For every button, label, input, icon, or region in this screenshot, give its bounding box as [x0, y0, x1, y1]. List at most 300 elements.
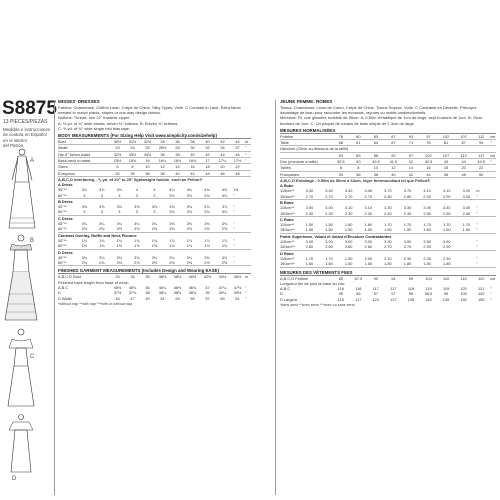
- value-cell: 46¼: [158, 284, 167, 290]
- french-yardage-table: [280, 183, 496, 267]
- view-group-name: B Dress: [58, 198, 73, 204]
- value-cell: 2½: [163, 260, 181, 266]
- value-cell: 99: [443, 291, 449, 297]
- unit-cell: ": [490, 286, 492, 292]
- value-cell: 2½: [93, 226, 111, 232]
- value-cell: 16¼: [155, 157, 170, 163]
- row-label: D Width: [58, 295, 72, 301]
- value-cell: 3.30: [384, 239, 392, 245]
- value-cell: 3⅝: [81, 204, 87, 210]
- value-cell: 1¾: [198, 243, 216, 249]
- french-finished-heading: MESURES DES VÊTEMENTS FINIS: [280, 270, 496, 276]
- value-cell: 3¼: [116, 221, 123, 227]
- view-label-c: C: [30, 354, 35, 360]
- value-cell: 40: [185, 151, 200, 157]
- value-cell: 2.30: [423, 255, 431, 261]
- value-cell: 16¾: [185, 157, 200, 163]
- value-cell: 3.30: [384, 205, 392, 211]
- value-cell: 94: [472, 140, 490, 146]
- value-cell: 46: [145, 284, 150, 290]
- value-cell: 46½: [233, 274, 242, 280]
- english-title: MISSES' DRESSES: [58, 99, 100, 104]
- value-cell: 3.00: [457, 194, 477, 200]
- value-cell: 97: [420, 134, 438, 140]
- pattern-code: S8875: [2, 98, 57, 119]
- value-cell: 1⅞: [186, 237, 193, 243]
- value-cell: 120: [460, 286, 467, 292]
- value-cell: 6: [332, 165, 350, 171]
- value-cell: 117: [372, 286, 379, 292]
- value-cell: 99: [408, 275, 414, 281]
- value-cell: 2.70: [359, 194, 379, 200]
- value-cell: 3¼: [134, 221, 140, 227]
- value-cell: 2½: [128, 226, 146, 232]
- row-label: A,B,C: [58, 284, 69, 290]
- value-cell: 2.70: [378, 244, 398, 250]
- row-label: Tailles: [280, 165, 332, 171]
- value-cell: 3⅞: [116, 187, 123, 193]
- value-cell: 1⅝: [93, 243, 111, 249]
- value-cell: 119: [425, 286, 432, 292]
- view-group-name: Contrast Overlay, Ruffle and Neck Flounce: [58, 232, 137, 238]
- unit-cell: ": [245, 151, 251, 157]
- row-label: 45"**: [58, 237, 67, 243]
- row-label: 45"**: [58, 187, 67, 193]
- table-row: [58, 243, 251, 249]
- value-cell: 3.50: [403, 239, 412, 245]
- value-cell: 42: [185, 170, 200, 176]
- english-notions-c: C: ⅜ yd. of ⅝" wide single fold bias tape.: [58, 125, 131, 131]
- value-cell: 41.5: [385, 159, 403, 165]
- value-cell: 2.30: [339, 211, 359, 217]
- value-cell: 4⅜: [204, 187, 210, 193]
- value-cell: 3⅛: [198, 193, 216, 199]
- value-cell: 4.10: [443, 188, 451, 194]
- value-cell: 34: [215, 145, 230, 151]
- value-cell: 1.70: [384, 222, 392, 228]
- value-cell: 1.70: [462, 222, 471, 228]
- value-cell: 1⅞: [169, 237, 175, 243]
- value-cell: 32: [200, 145, 215, 151]
- value-cell: 44: [215, 151, 230, 157]
- value-cell: 37½: [113, 290, 122, 296]
- value-cell: 1¾: [151, 237, 158, 243]
- value-cell: 3.40: [462, 205, 471, 211]
- table-row: [280, 227, 496, 233]
- value-cell: 2.90: [437, 244, 457, 250]
- row-label: 115cm**: [280, 222, 295, 228]
- value-cell: 1¾: [216, 243, 234, 249]
- value-cell: 3.40: [325, 188, 333, 194]
- french-body-table: [280, 134, 496, 178]
- value-cell: 20: [455, 165, 473, 171]
- value-cell: 81: [437, 140, 455, 146]
- value-cell: 1⅞: [204, 237, 210, 243]
- value-cell: 155: [477, 296, 485, 302]
- english-column: [58, 99, 251, 306]
- french-column: [280, 99, 496, 307]
- view-d-sketch: [6, 414, 36, 474]
- value-cell: 94: [391, 275, 396, 281]
- row-label: A,B,C,D Bust: [58, 274, 81, 280]
- value-cell: 3⅜: [204, 221, 210, 227]
- value-cell: 2.90: [417, 244, 437, 250]
- value-cell: 47¼: [218, 284, 227, 290]
- value-cell: 12: [385, 165, 403, 171]
- value-cell: 36: [140, 170, 155, 176]
- value-cell: 1.70: [423, 222, 431, 228]
- value-cell: 3¼: [151, 221, 158, 227]
- value-cell: 40½: [188, 274, 197, 280]
- value-cell: 3.10: [364, 205, 373, 211]
- value-cell: 3⅜: [221, 221, 228, 227]
- value-cell: 1.60: [300, 261, 320, 267]
- value-cell: 3⅞: [99, 187, 105, 193]
- value-cell: 3.00: [325, 239, 333, 245]
- value-cell: 3.00: [325, 205, 333, 211]
- value-cell: 3.30: [403, 205, 412, 211]
- row-label: A,B,C: [280, 286, 291, 292]
- row-label: Taille: [280, 140, 332, 146]
- row-label: Hip-9" below waist: [58, 151, 110, 157]
- value-cell: 2.70: [300, 194, 320, 200]
- value-cell: 3: [111, 193, 129, 199]
- row-label: 150cm**: [280, 261, 300, 267]
- value-cell: 116: [337, 286, 344, 292]
- value-cell: 2.70: [319, 194, 339, 200]
- value-cell: 1.70: [403, 222, 412, 228]
- value-cell: 107: [437, 152, 455, 158]
- value-cell: 2.30: [443, 255, 451, 261]
- value-cell: 3⅜: [204, 254, 210, 260]
- unit-cell: ": [233, 226, 251, 232]
- value-cell: 3⅜: [221, 254, 228, 260]
- value-cell: 2.60: [359, 244, 379, 250]
- value-cell: 55: [190, 295, 195, 301]
- unit-cell: ": [490, 291, 492, 297]
- value-cell: 32: [110, 170, 125, 176]
- value-cell: 150: [460, 296, 467, 302]
- value-cell: 2⅜: [76, 260, 94, 266]
- row-label: Poitrine: [280, 134, 332, 140]
- value-cell: 87: [385, 134, 403, 140]
- value-cell: 112: [455, 152, 473, 158]
- value-cell: 97: [391, 291, 396, 297]
- value-cell: 3: [76, 193, 94, 199]
- value-cell: 98.5: [424, 291, 433, 297]
- value-cell: 1¾: [81, 237, 87, 243]
- unit-cell: ": [476, 239, 478, 245]
- unit-cell: cm: [490, 152, 496, 158]
- value-cell: 3: [93, 209, 111, 215]
- unit-cell: ": [233, 260, 251, 266]
- value-cell: 3.00: [305, 239, 314, 245]
- value-cell: 46: [437, 171, 455, 177]
- value-cell: 3.40: [423, 205, 431, 211]
- value-cell: 33½: [125, 151, 140, 157]
- english-fabrics: Fabrics: Charmeuse, Chiffon Lawn, Crêpe de Chine, Silky Types, Voile. C Contrast in Lace. Extra fabric needed to match plaids, stripes or one-way design fabrics.: [58, 105, 241, 116]
- row-label: 150cm**: [280, 194, 300, 200]
- value-cell: 39.5: [332, 159, 350, 165]
- value-cell: 44½: [218, 274, 227, 280]
- value-cell: 4⅜: [221, 187, 228, 193]
- value-cell: 3.50: [423, 239, 431, 245]
- pattern-sheet: [0, 96, 500, 500]
- value-cell: 1.60: [364, 222, 373, 228]
- table-row: [280, 194, 496, 200]
- value-cell: 3⅛: [116, 254, 123, 260]
- value-cell: 2⅝: [181, 226, 199, 232]
- value-cell: 2.40: [398, 211, 418, 217]
- value-cell: 33: [115, 274, 120, 280]
- value-cell: 2½: [198, 260, 216, 266]
- value-cell: 14: [170, 164, 185, 170]
- pieces-count: 13 PIECES/PIEZAS: [3, 119, 48, 125]
- value-cell: 2.30: [319, 211, 339, 217]
- value-cell: 87.5: [354, 275, 363, 281]
- row-label: 45"**: [58, 204, 67, 210]
- value-cell: 140: [425, 296, 432, 302]
- value-cell: 76: [420, 140, 438, 146]
- unit-cell: in: [245, 274, 249, 280]
- value-cell: 71: [402, 140, 420, 146]
- value-cell: 1.80: [417, 261, 437, 267]
- value-cell: 102: [420, 152, 438, 158]
- value-cell: 2.80: [378, 194, 398, 200]
- value-cell: 100: [477, 291, 485, 297]
- french-footnote: *sans sens **avec sens ***avec ou sans sens: [280, 302, 355, 307]
- value-cell: 1.60: [319, 261, 339, 267]
- value-cell: 67: [385, 140, 403, 146]
- value-cell: 92: [402, 134, 420, 140]
- value-cell: 36: [155, 151, 170, 157]
- value-cell: 1¾: [134, 237, 140, 243]
- unit-cell: ": [233, 237, 235, 243]
- value-cell: 117: [390, 286, 397, 292]
- value-cell: 97: [402, 152, 420, 158]
- value-cell: 64: [367, 140, 385, 146]
- value-cell: 2.60: [300, 244, 320, 250]
- unit-cell: cm: [490, 133, 496, 139]
- value-cell: 127: [390, 296, 397, 302]
- value-cell: 1.70: [325, 255, 333, 261]
- value-cell: 45¾: [128, 284, 137, 290]
- row-label: 45"**: [58, 221, 67, 227]
- view-c-sketch: [6, 328, 36, 408]
- value-cell: 3.00: [364, 239, 373, 245]
- value-cell: 15½: [110, 157, 125, 163]
- value-cell: 145: [442, 296, 450, 302]
- value-cell: 31½: [125, 139, 140, 145]
- value-cell: 40: [200, 139, 215, 145]
- value-cell: 38: [155, 170, 170, 176]
- english-length-heading: Finished back length from base of neck:: [58, 279, 129, 285]
- value-cell: 30: [185, 145, 200, 151]
- value-cell: 121: [372, 296, 380, 302]
- row-label: Dos (encolure à taille): [280, 159, 332, 165]
- row-label: 60"**: [58, 226, 76, 232]
- value-cell: 2.70: [339, 194, 359, 200]
- english-body-table: [58, 139, 251, 177]
- value-cell: 3⅛: [181, 209, 199, 215]
- value-cell: 42: [402, 159, 420, 165]
- unit-cell: ": [476, 244, 496, 250]
- value-cell: 3⅞: [81, 187, 87, 193]
- table-row: [280, 171, 496, 177]
- view-group-name: C Dress: [58, 215, 73, 221]
- value-cell: 4.10: [423, 188, 431, 194]
- value-cell: 3.00: [305, 205, 314, 211]
- value-cell: 3¼: [81, 221, 87, 227]
- unit-cell: ": [476, 227, 496, 233]
- value-cell: 80: [350, 134, 368, 140]
- value-cell: 36: [170, 139, 185, 145]
- row-label: 60"**: [58, 260, 76, 266]
- value-cell: 2½: [76, 226, 94, 232]
- view-a-sketch: [8, 148, 36, 230]
- row-label: 60"**: [58, 243, 76, 249]
- value-cell: 3⅞: [221, 204, 228, 210]
- english-yardage-table: [58, 182, 251, 266]
- value-cell: 1.50: [398, 227, 418, 233]
- value-cell: 2.60: [339, 244, 359, 250]
- value-cell: 42: [200, 151, 215, 157]
- value-cell: 1¾: [116, 237, 123, 243]
- value-cell: [457, 261, 477, 267]
- value-cell: 2.50: [457, 211, 477, 217]
- value-cell: 92: [385, 152, 403, 158]
- value-cell: 1.80: [378, 261, 398, 267]
- value-cell: 2.30: [403, 255, 412, 261]
- value-cell: 50: [472, 171, 490, 177]
- value-cell: 2.90: [417, 194, 437, 200]
- value-cell: 1¾: [99, 237, 105, 243]
- value-cell: 117: [472, 152, 490, 158]
- value-cell: 1.50: [359, 227, 379, 233]
- value-cell: 45: [115, 295, 120, 301]
- value-cell: 3.00: [344, 239, 353, 245]
- row-label: European: [58, 170, 110, 176]
- unit-cell: ": [245, 145, 251, 151]
- value-cell: 3.70: [384, 188, 392, 194]
- value-cell: 53: [175, 295, 180, 301]
- value-cell: 3⅛: [99, 254, 105, 260]
- unit-cell: ": [233, 193, 251, 199]
- value-cell: 1.70: [443, 222, 451, 228]
- unit-cell: [490, 171, 496, 177]
- value-cell: 115: [460, 275, 467, 281]
- value-cell: 3: [93, 193, 111, 199]
- view-group-name: C Robe: [280, 216, 294, 222]
- value-cell: 3⅛: [134, 254, 140, 260]
- view-group-name: B Robe: [280, 199, 294, 205]
- unit-cell: ": [245, 295, 247, 301]
- value-cell: 39½: [233, 290, 242, 296]
- value-cell: 3⅛: [216, 193, 234, 199]
- row-label: Sizes: [58, 164, 110, 170]
- view-label-b: B: [30, 238, 35, 244]
- value-cell: 23: [110, 145, 125, 151]
- view-label-a: A: [30, 158, 35, 164]
- value-cell: 40: [170, 170, 185, 176]
- value-cell: 37¾: [128, 290, 137, 296]
- value-cell: 3¼: [151, 254, 158, 260]
- value-cell: 3.10: [344, 205, 353, 211]
- english-notions-a: A: ⅜ yd. of ⅝" wide elastic, seven ⅜" buttons. B: Eleven ⅜" buttons.: [58, 120, 179, 126]
- value-cell: 46: [215, 170, 230, 176]
- english-notions: Notions: Thread, one 22" invisible zipper.: [58, 115, 131, 121]
- value-cell: 1.70: [305, 255, 314, 261]
- table-row: [280, 205, 496, 210]
- value-cell: 87: [455, 140, 473, 146]
- value-cell: 2⅝: [198, 226, 216, 232]
- value-cell: 34: [130, 274, 135, 280]
- table-row: [58, 260, 251, 266]
- value-cell: 38: [367, 171, 385, 177]
- value-cell: 18: [200, 164, 215, 170]
- value-cell: 25: [140, 145, 155, 151]
- view-group-name: D Dress: [58, 249, 73, 255]
- value-cell: 2.30: [300, 211, 320, 217]
- value-cell: 100: [460, 291, 467, 297]
- value-cell: 1.80: [398, 261, 418, 267]
- row-label: D Largeur: [280, 296, 298, 302]
- value-cell: 4: [135, 187, 138, 193]
- value-cell: 36: [350, 171, 368, 177]
- row-label: 45"**: [58, 254, 67, 260]
- value-cell: 16: [185, 164, 200, 170]
- row-label: Waist: [58, 145, 110, 151]
- french-interfacing: A,B,C,D Entoilage - 0.50m de 50cm à 64cm, léger thermocollant tel que Pellon®: [280, 177, 431, 183]
- value-cell: 15¾: [125, 157, 140, 163]
- value-cell: 46½: [173, 284, 182, 290]
- value-cell: 3: [76, 209, 94, 215]
- value-cell: 2.60: [319, 244, 339, 250]
- value-cell: 3⅛: [216, 209, 234, 215]
- spanish-instructions-note: Medidas e instrucciones de costura en Español en el interior del Patrón.: [3, 127, 51, 149]
- value-cell: 121: [477, 286, 485, 292]
- value-cell: 1⅝: [76, 243, 94, 249]
- table-row: [280, 261, 496, 267]
- value-cell: 1.60: [457, 227, 477, 233]
- value-cell: 4¼: [186, 187, 193, 193]
- value-cell: 102: [437, 134, 455, 140]
- value-cell: 1.50: [378, 227, 398, 233]
- column-divider: [54, 100, 55, 495]
- value-cell: 38¾: [188, 290, 197, 296]
- value-cell: 4: [153, 187, 156, 193]
- unit-cell: ": [245, 290, 247, 296]
- value-cell: 3.60: [443, 239, 451, 245]
- unit-cell: ": [233, 204, 235, 210]
- unit-cell: ": [490, 140, 496, 146]
- value-cell: 95: [338, 291, 343, 297]
- table-row: [58, 226, 251, 232]
- value-cell: 14: [402, 165, 420, 171]
- value-cell: 1.60: [359, 261, 379, 267]
- value-cell: 104: [425, 275, 432, 281]
- value-cell: 2½: [146, 226, 164, 232]
- row-label: D: [280, 291, 283, 297]
- value-cell: 34: [125, 170, 140, 176]
- view-b-sketch: [4, 234, 38, 322]
- value-cell: 3⅝: [99, 204, 105, 210]
- table-row: [280, 297, 496, 302]
- value-cell: 42½: [203, 274, 212, 280]
- value-cell: 1⅞: [221, 237, 228, 243]
- row-label: 150cm**: [280, 227, 300, 233]
- value-cell: 2⅜: [146, 260, 164, 266]
